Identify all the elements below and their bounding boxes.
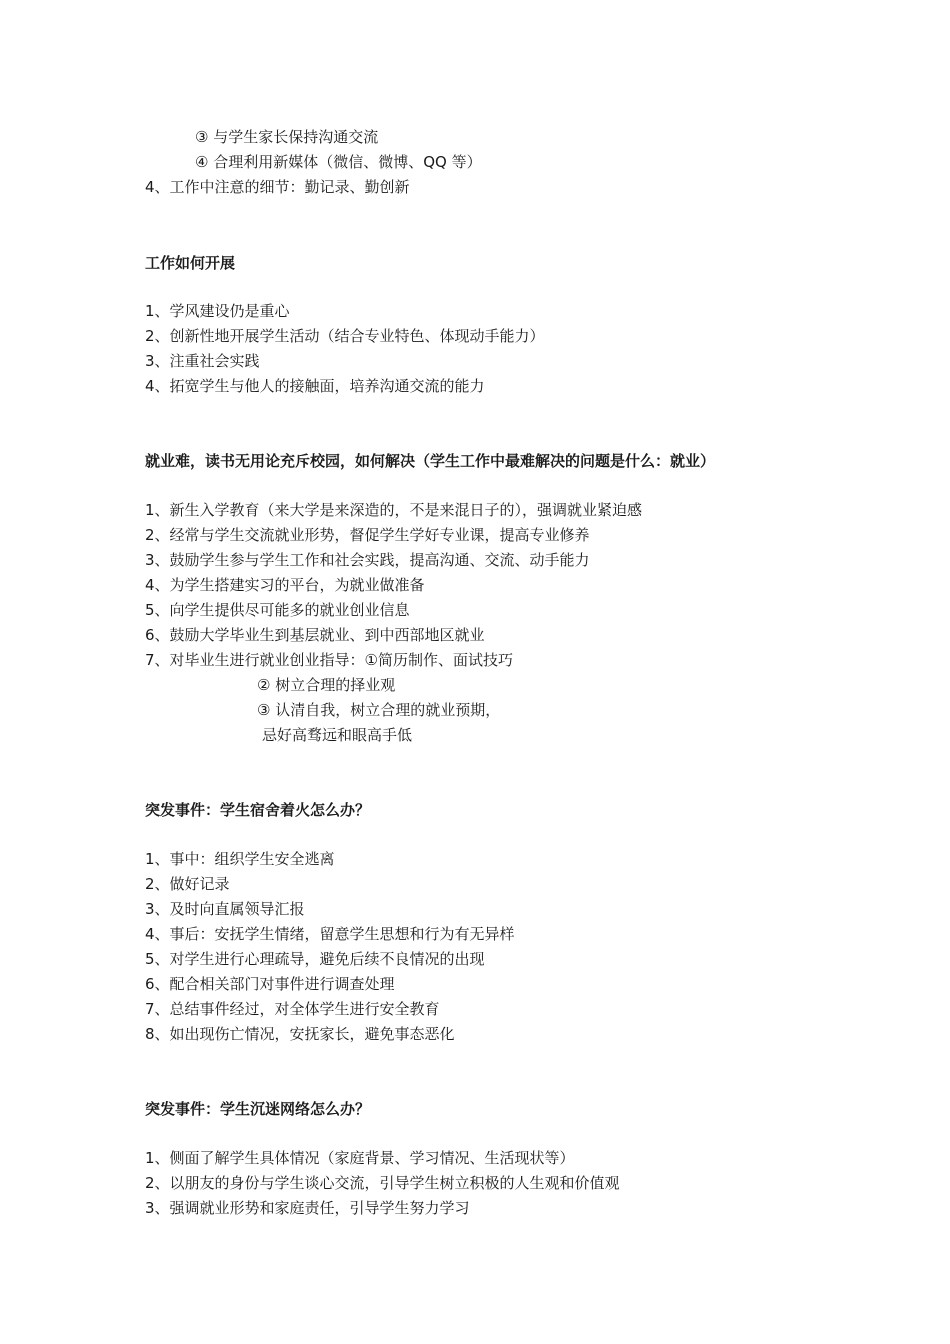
list-item: 2、经常与学生交流就业形势，督促学生学好专业课，提高专业修养 <box>145 526 590 544</box>
section-heading-dorm-fire: 突发事件：学生宿舍着火怎么办？ <box>145 801 371 819</box>
intro-line-details: 4、工作中注意的细节：勤记录、勤创新 <box>145 178 410 196</box>
list-item: 1、学风建设仍是重心 <box>145 302 290 320</box>
list-item: 7、总结事件经过，对全体学生进行安全教育 <box>145 1000 440 1018</box>
list-item: 4、拓宽学生与他人的接触面，培养沟通交流的能力 <box>145 377 485 395</box>
list-item: 2、以朋友的身份与学生谈心交流，引导学生树立积极的人生观和价值观 <box>145 1174 620 1192</box>
section-heading-internet-addiction: 突发事件：学生沉迷网络怎么办？ <box>145 1100 371 1118</box>
list-item: 8、如出现伤亡情况，安抚家长，避免事态恶化 <box>145 1025 455 1043</box>
list-item: 4、为学生搭建实习的平台，为就业做准备 <box>145 576 425 594</box>
list-item: 3、注重社会实践 <box>145 352 260 370</box>
list-item: 3、鼓励学生参与学生工作和社会实践，提高沟通、交流、动手能力 <box>145 551 590 569</box>
intro-line-4: ④ 合理利用新媒体（微信、微博、QQ 等） <box>195 153 482 171</box>
list-item: 1、侧面了解学生具体情况（家庭背景、学习情况、生活现状等） <box>145 1149 575 1167</box>
list-item: 3、强调就业形势和家庭责任，引导学生努力学习 <box>145 1199 470 1217</box>
list-item: 3、及时向直属领导汇报 <box>145 900 305 918</box>
list-item: 6、配合相关部门对事件进行调查处理 <box>145 975 395 993</box>
sub-item: ② 树立合理的择业观 <box>257 676 396 694</box>
list-item: 2、创新性地开展学生活动（结合专业特色、体现动手能力） <box>145 327 545 345</box>
list-item: 4、事后：安抚学生情绪，留意学生思想和行为有无异样 <box>145 925 515 943</box>
list-item: 5、向学生提供尽可能多的就业创业信息 <box>145 601 410 619</box>
section-heading-employment: 就业难，读书无用论充斥校园，如何解决（学生工作中最难解决的问题是什么：就业） <box>145 452 716 470</box>
list-item: 2、做好记录 <box>145 875 230 893</box>
list-item: 1、事中：组织学生安全逃离 <box>145 850 335 868</box>
sub-item: 忌好高骛远和眼高手低 <box>262 726 413 744</box>
list-item: 5、对学生进行心理疏导，避免后续不良情况的出现 <box>145 950 485 968</box>
intro-line-3: ③ 与学生家长保持沟通交流 <box>195 128 379 146</box>
sub-item: ③ 认清自我，树立合理的就业预期， <box>257 701 501 719</box>
list-item: 7、对毕业生进行就业创业指导：①简历制作、面试技巧 <box>145 651 513 669</box>
section-heading-work: 工作如何开展 <box>145 254 236 272</box>
list-item: 6、鼓励大学毕业生到基层就业、到中西部地区就业 <box>145 626 485 644</box>
list-item: 1、新生入学教育（来大学是来深造的，不是来混日子的），强调就业紧迫感 <box>145 501 643 519</box>
